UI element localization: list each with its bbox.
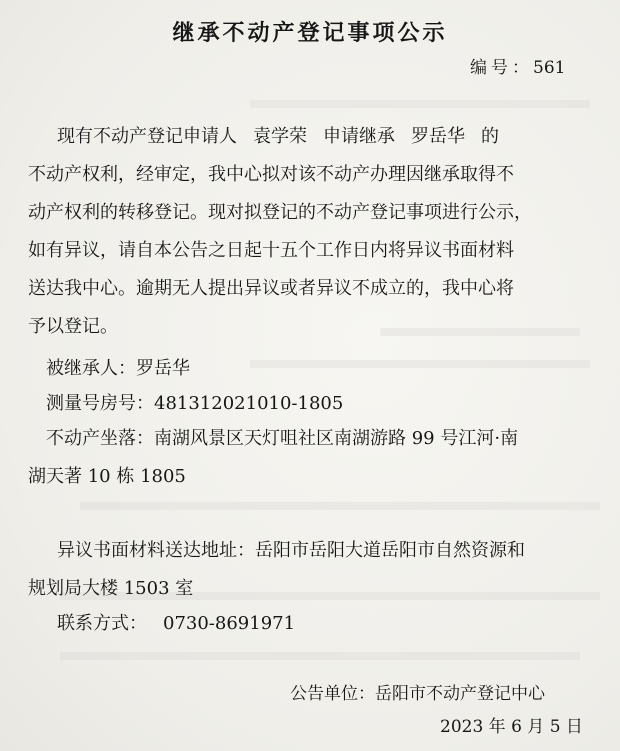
bleed-through-mark	[250, 100, 590, 108]
contact-line	[57, 613, 295, 635]
serial-number	[470, 53, 565, 78]
paragraph-line-1	[57, 126, 499, 148]
bleed-through-mark	[380, 328, 580, 336]
serial-value: 561	[533, 58, 566, 78]
contact-label: 联系方式：	[57, 613, 147, 634]
bleed-through-mark	[80, 502, 600, 510]
address-line-2: 规划局大楼 1503 室	[28, 578, 194, 599]
publisher: 公告单位：岳阳市不动产登记中心	[290, 684, 545, 704]
text-segment: 的	[481, 126, 499, 147]
paragraph-line-2: 不动产权利，经审定，我中心拟对该不动产办理因继承取得不	[28, 164, 514, 185]
contact-phone: 0730-8691971	[163, 613, 296, 634]
paragraph-line-3: 动产权利的转移登记。现对拟登记的不动产登记事项进行公示，	[28, 202, 532, 223]
location-line-2: 湖天著 10 栋 1805	[28, 466, 186, 487]
paragraph-line-6: 予以登记。	[28, 316, 118, 337]
survey-number-line: 测量号房号：481312021010-1805	[46, 393, 344, 414]
paragraph-line-4: 如有异议，请自本公告之日起十五个工作日内将异议书面材料	[28, 240, 514, 261]
paragraph-line-5: 送达我中心。逾期无人提出异议或者异议不成立的，我中心将	[28, 278, 514, 299]
bleed-through-mark	[250, 360, 590, 368]
address-line-1: 异议书面材料送达地址：岳阳市岳阳大道岳阳市自然资源和	[57, 540, 525, 561]
bleed-through-mark	[60, 652, 580, 660]
page-title: 继承不动产登记事项公示	[172, 21, 448, 46]
text-segment: 申请继承	[323, 126, 395, 147]
publish-date: 2023 年 6 月 5 日	[440, 717, 583, 737]
text-segment: 现有不动产登记申请人	[57, 126, 237, 147]
location-line-1: 不动产坐落：南湖风景区天灯咀社区南湖游路 99 号江河·南	[46, 428, 519, 449]
serial-label: 编号：	[470, 58, 533, 78]
heir-line: 被继承人：罗岳华	[46, 358, 190, 379]
decedent-name: 罗岳华	[411, 126, 465, 147]
applicant-name: 袁学荣	[253, 126, 307, 147]
